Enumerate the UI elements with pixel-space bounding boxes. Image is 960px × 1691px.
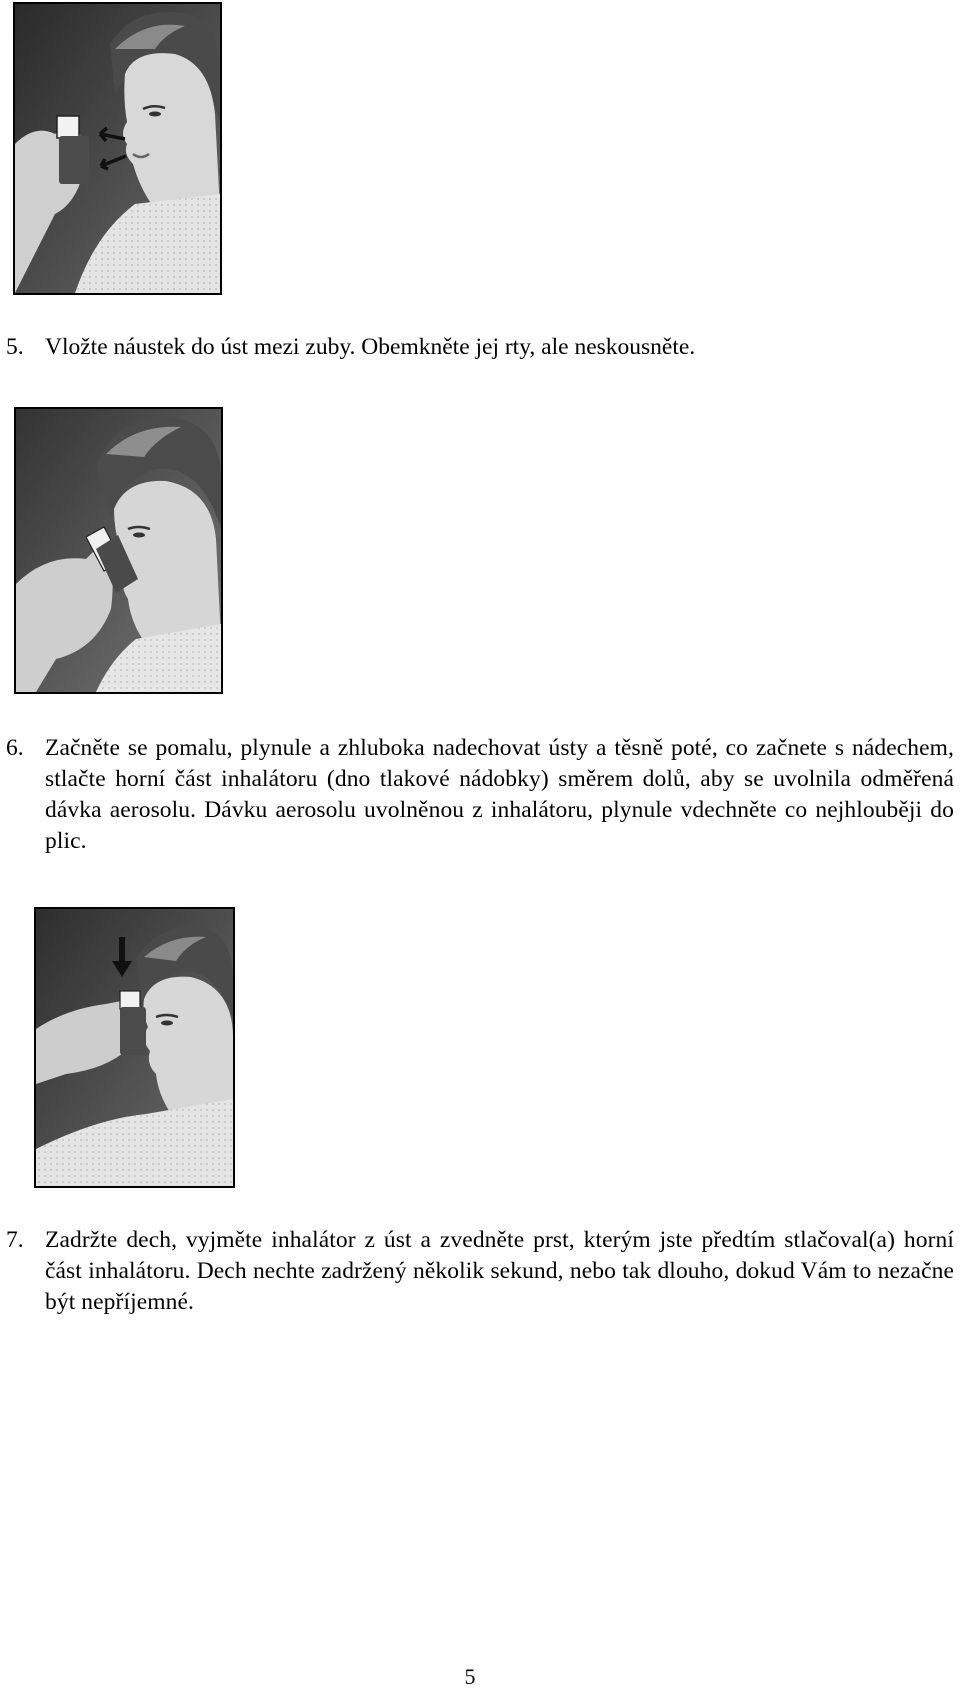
step-text: Začněte se pomalu, plynule a zhluboka nadechovat ústy a těsně poté, co začnete s nádechem, stlačte horní část inhalátoru (dno tlakové nádobky) směrem dolů, aby se uvolnila odměřená dávka aerosolu. Dávku aerosolu uvolněnou z inhalátoru, plynule vdechněte co nejhlouběji do plic.: [45, 735, 954, 854]
step-number: 5.: [6, 334, 24, 360]
step-text: Vložte náustek do úst mezi zuby. Obemkněte jej rty, ale neskousněte.: [45, 334, 696, 360]
step-text: Zadržte dech, vyjměte inhalátor z úst a zvedněte prst, kterým jste předtím stlačoval(a) horní část inhalátoru. Dech nechte zadržený několik sekund, nebo tak dlouho, dokud Vám to nezačne být nepříjemné.: [45, 1227, 954, 1315]
step-7: [6, 1225, 954, 1318]
inhaler-at-mouth-photo: [13, 2, 222, 295]
step-6: [6, 733, 954, 857]
step-number: 6.: [6, 735, 24, 761]
inhaler-press-photo: [34, 907, 235, 1188]
page-number: 5: [464, 1664, 476, 1689]
step-5: [6, 332, 906, 363]
inhaler-in-mouth-photo: [14, 407, 223, 694]
step-number: 7.: [6, 1227, 24, 1253]
